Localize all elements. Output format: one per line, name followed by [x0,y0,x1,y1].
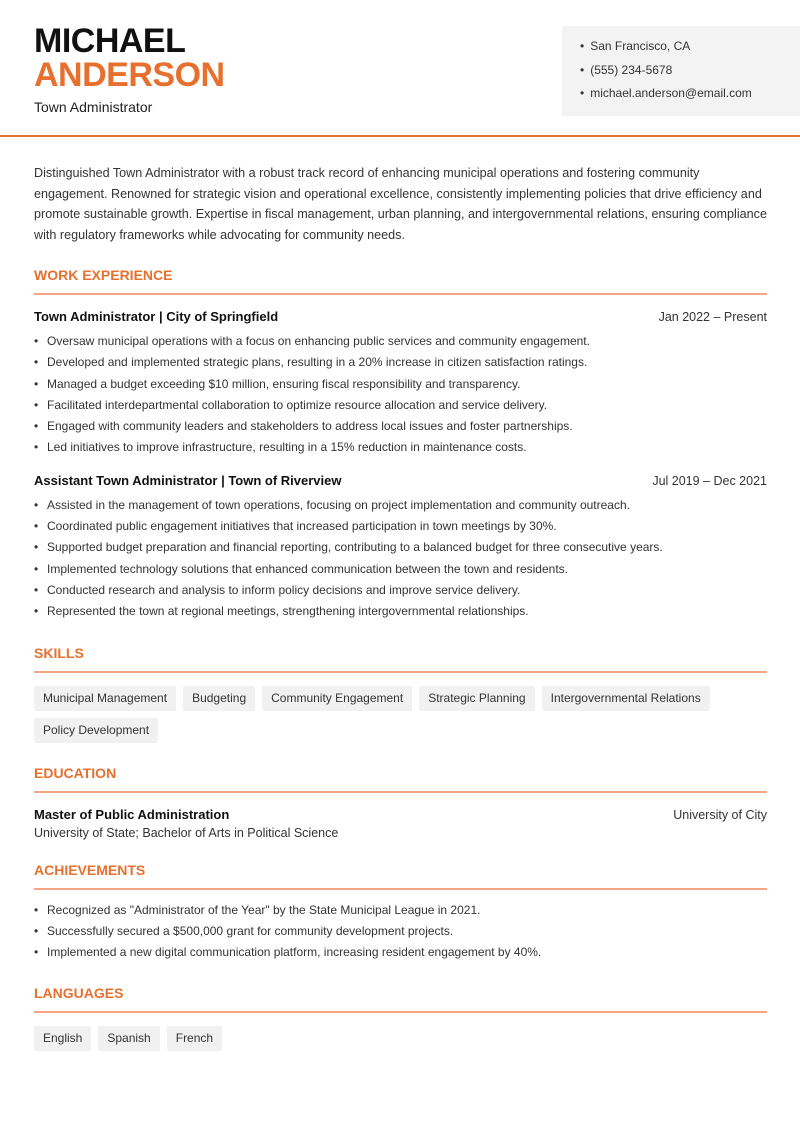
skill-chip: Policy Development [34,718,158,743]
job-title: Assistant Town Administrator | Town of Riverview [34,472,342,488]
education-entry [34,806,767,824]
section-title-skills: SKILLS [34,645,767,673]
language-chip: French [167,1026,222,1051]
job-bullets [34,495,767,623]
skill-chip: Intergovernmental Relations [542,686,710,711]
achievement-item: • Successfully secured a $500,000 grant for community development projects. [34,921,767,942]
language-chip: Spanish [98,1026,159,1051]
skill-chip: Strategic Planning [419,686,534,711]
job-header [34,472,767,490]
job-bullets [34,331,767,459]
job-dates: Jul 2019 – Dec 2021 [652,473,767,488]
bullet-item: • Represented the town at regional meetings, strengthening intergovernmental relationships. [34,601,767,622]
bullet-item: • Conducted research and analysis to inform policy decisions and improve service delivery. [34,580,767,601]
first-name: MICHAEL [34,22,186,60]
contact-phone: • (555) 234-5678 [580,62,800,86]
bullet-item: • Facilitated interdepartmental collaboration to optimize resource allocation and service delivery. [34,395,767,416]
job-header [34,308,767,326]
achievement-item: • Implemented a new digital communication platform, increasing resident engagement by 40%. [34,942,767,963]
job-list [34,308,767,623]
contact-email: • michael.anderson@email.com [580,85,800,109]
section-title-education: EDUCATION [34,765,767,793]
summary: Distinguished Town Administrator with a robust track record of enhancing municipal operations and fostering community engagement. Renowned for strategic vision and operational excellence, consistently implementing policies that drive efficiency and promote sustainable growth. Expertise in fiscal management, urban planning, and intergovernmental relations, ensuring compliance with regulatory frameworks while advocating for community needs. [34,166,767,242]
bullet-item: • Developed and implemented strategic plans, resulting in a 20% increase in citizen satisfaction ratings. [34,352,767,373]
language-chip: English [34,1026,91,1051]
degree: Master of Public Administration [34,806,230,822]
job-dates: Jan 2022 – Present [658,310,767,324]
skill-chip: Budgeting [183,686,255,711]
education-details: University of State; Bachelor of Arts in Political Science [34,825,339,840]
skill-chip: Community Engagement [262,686,412,711]
section-title-achievements: ACHIEVEMENTS [34,862,767,890]
languages-list [34,1026,767,1051]
resume-header [0,0,800,137]
section-title-languages: LANGUAGES [34,985,767,1013]
contact-location: • San Francisco, CA [580,38,800,62]
bullet-item: • Supported budget preparation and financial reporting, contributing to a balanced budget for three consecutive years. [34,537,767,558]
bullet-item: • Led initiatives to improve infrastructure, resulting in a 15% reduction in maintenance costs. [34,437,767,458]
last-name: ANDERSON [34,56,225,94]
job-role: Town Administrator [34,99,153,115]
job-title: Town Administrator | City of Springfield [34,309,279,324]
achievement-item: • Recognized as "Administrator of the Year" by the State Municipal League in 2021. [34,900,767,921]
section-title-work: WORK EXPERIENCE [34,267,767,295]
bullet-item: • Implemented technology solutions that enhanced communication between the town and residents. [34,559,767,580]
contact-box [562,26,800,116]
bullet-item: • Engaged with community leaders and stakeholders to address local issues and foster partnerships. [34,416,767,437]
bullet-item: • Assisted in the management of town operations, focusing on project implementation and community outreach. [34,495,767,516]
bullet-item: • Coordinated public engagement initiatives that increased participation in town meetings by 30%. [34,516,767,537]
bullet-item: • Managed a budget exceeding $10 million, ensuring fiscal responsibility and transparency. [34,374,767,395]
skill-chip: Municipal Management [34,686,176,711]
bullet-item: • Oversaw municipal operations with a focus on enhancing public services and community engagement. [34,331,767,352]
skills-list [34,686,767,743]
school: University of City [673,807,767,822]
achievements-list [34,900,767,964]
